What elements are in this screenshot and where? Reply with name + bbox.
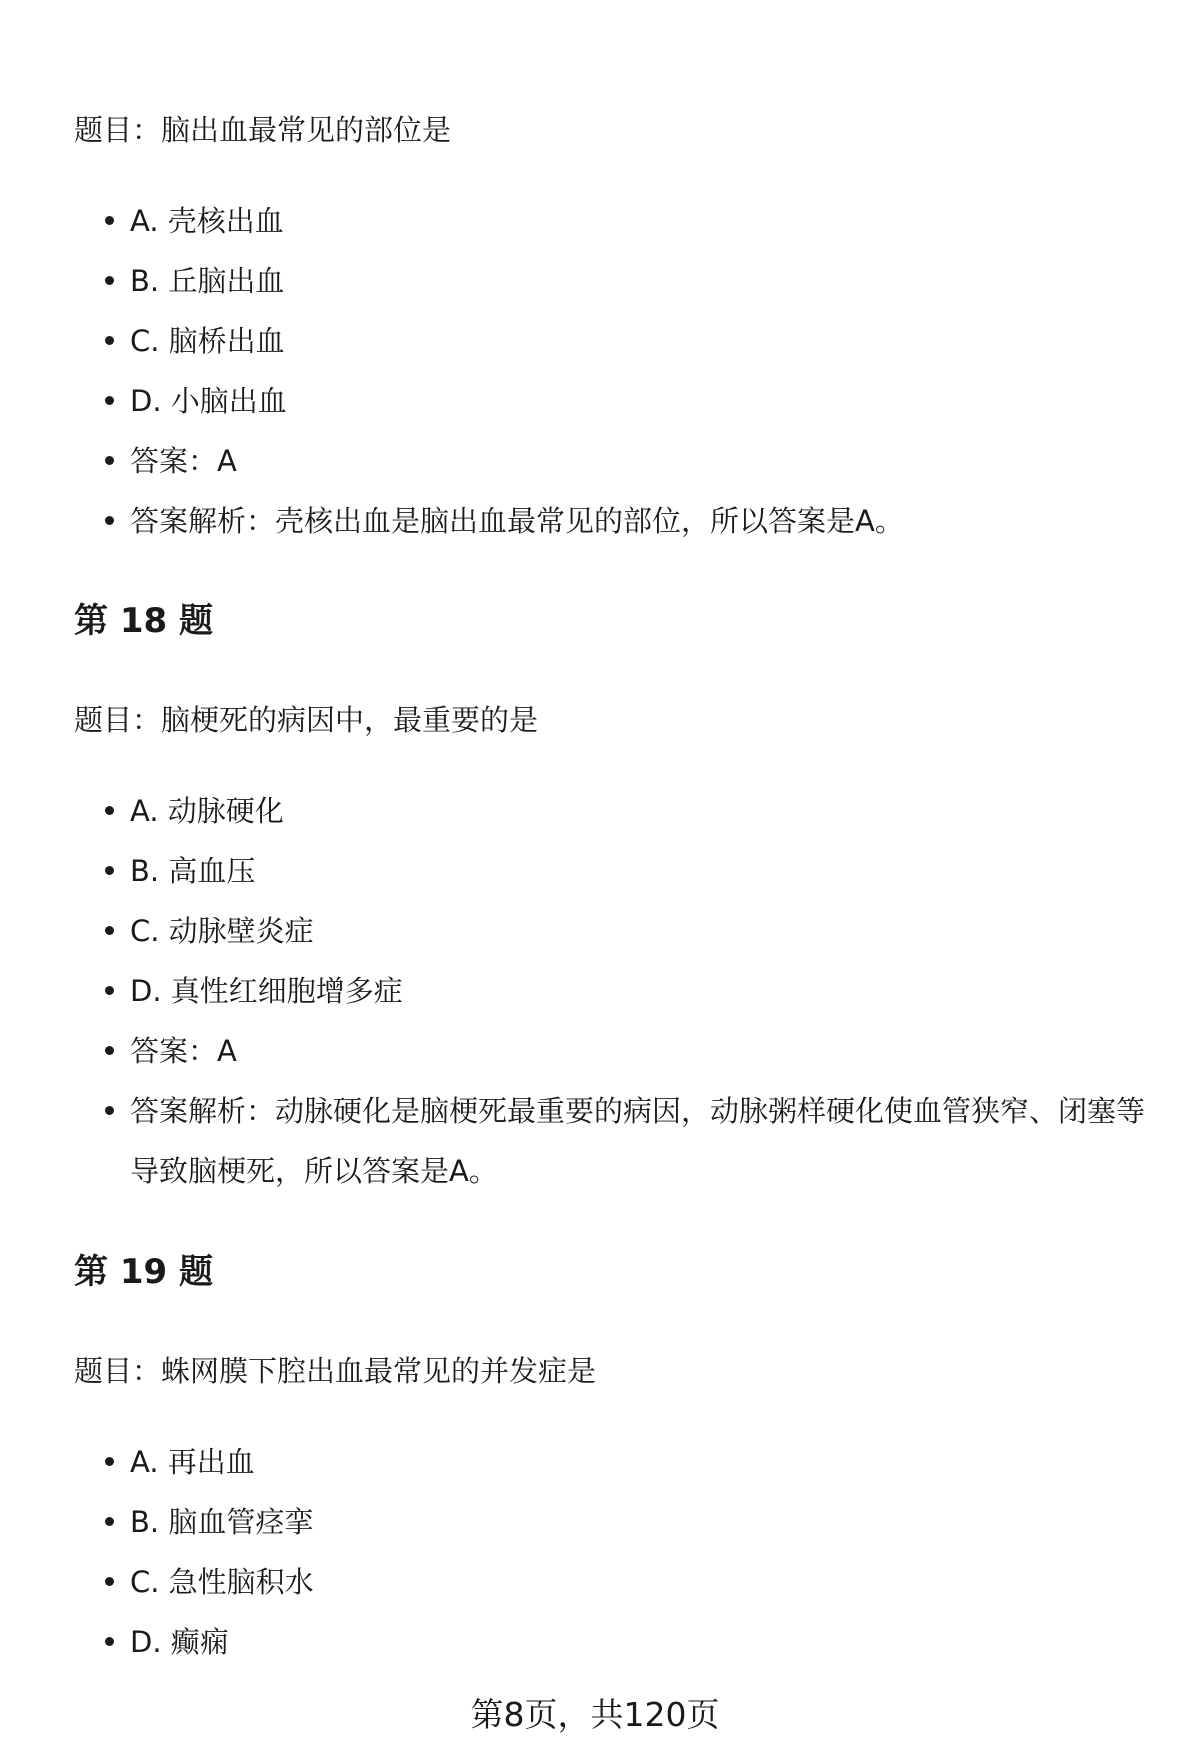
option-c: C. 动脉壁炎症 — [130, 914, 314, 948]
list-item — [105, 1562, 1165, 1602]
question-heading: 第 19 题 — [74, 1252, 213, 1292]
bullet-icon — [105, 1457, 114, 1466]
bullet-icon — [105, 866, 114, 875]
bullet-icon — [105, 926, 114, 935]
answer-explanation: 答案解析：动脉硬化是脑梗死最重要的病因，动脉粥样硬化使血管狭窄、闭塞等导致脑梗死，所以答案是A。 — [130, 1094, 1146, 1188]
list-item — [105, 201, 1165, 241]
question-stem: 题目：蛛网膜下腔出血最常见的并发症是 — [74, 1354, 597, 1388]
question-heading: 第 18 题 — [74, 601, 213, 641]
list-item — [105, 1091, 1165, 1201]
list-item — [105, 1622, 1165, 1662]
list-item — [105, 791, 1165, 831]
bullet-icon — [105, 456, 114, 465]
bullet-icon — [105, 1517, 114, 1526]
option-b: B. 丘脑出血 — [130, 264, 285, 298]
list-item — [105, 971, 1165, 1011]
option-a: A. 壳核出血 — [130, 204, 284, 238]
option-d: D. 癫痫 — [130, 1625, 229, 1659]
bullet-icon — [105, 336, 114, 345]
option-b: B. 高血压 — [130, 854, 256, 888]
answer: 答案：A — [130, 444, 237, 478]
option-a: A. 再出血 — [130, 1445, 255, 1479]
bullet-icon — [105, 806, 114, 815]
option-d: D. 真性红细胞增多症 — [130, 974, 403, 1008]
list-item — [105, 321, 1165, 361]
list-item — [105, 1442, 1165, 1482]
question-stem: 题目：脑梗死的病因中，最重要的是 — [74, 703, 539, 737]
bullet-icon — [105, 216, 114, 225]
list-item — [105, 851, 1165, 891]
list-item — [105, 1031, 1165, 1071]
list-item — [105, 911, 1165, 951]
list-item — [105, 1502, 1165, 1542]
option-c: C. 急性脑积水 — [130, 1565, 314, 1599]
question-stem: 题目：脑出血最常见的部位是 — [74, 113, 452, 147]
bullet-icon — [105, 1106, 114, 1115]
bullet-icon — [105, 1637, 114, 1646]
bullet-icon — [105, 396, 114, 405]
list-item — [105, 261, 1165, 301]
bullet-icon — [105, 516, 114, 525]
option-b: B. 脑血管痉挛 — [130, 1505, 314, 1539]
bullet-icon — [105, 986, 114, 995]
list-item — [105, 441, 1165, 481]
list-item — [105, 381, 1165, 421]
list-item — [105, 501, 1165, 541]
bullet-icon — [105, 1577, 114, 1586]
answer-explanation: 答案解析：壳核出血是脑出血最常见的部位，所以答案是A。 — [130, 504, 904, 538]
page-number: 第8页，共120页 — [470, 1695, 720, 1734]
bullet-icon — [105, 1046, 114, 1055]
option-d: D. 小脑出血 — [130, 384, 287, 418]
answer: 答案：A — [130, 1034, 237, 1068]
option-c: C. 脑桥出血 — [130, 324, 285, 358]
bullet-icon — [105, 276, 114, 285]
option-a: A. 动脉硬化 — [130, 794, 284, 828]
